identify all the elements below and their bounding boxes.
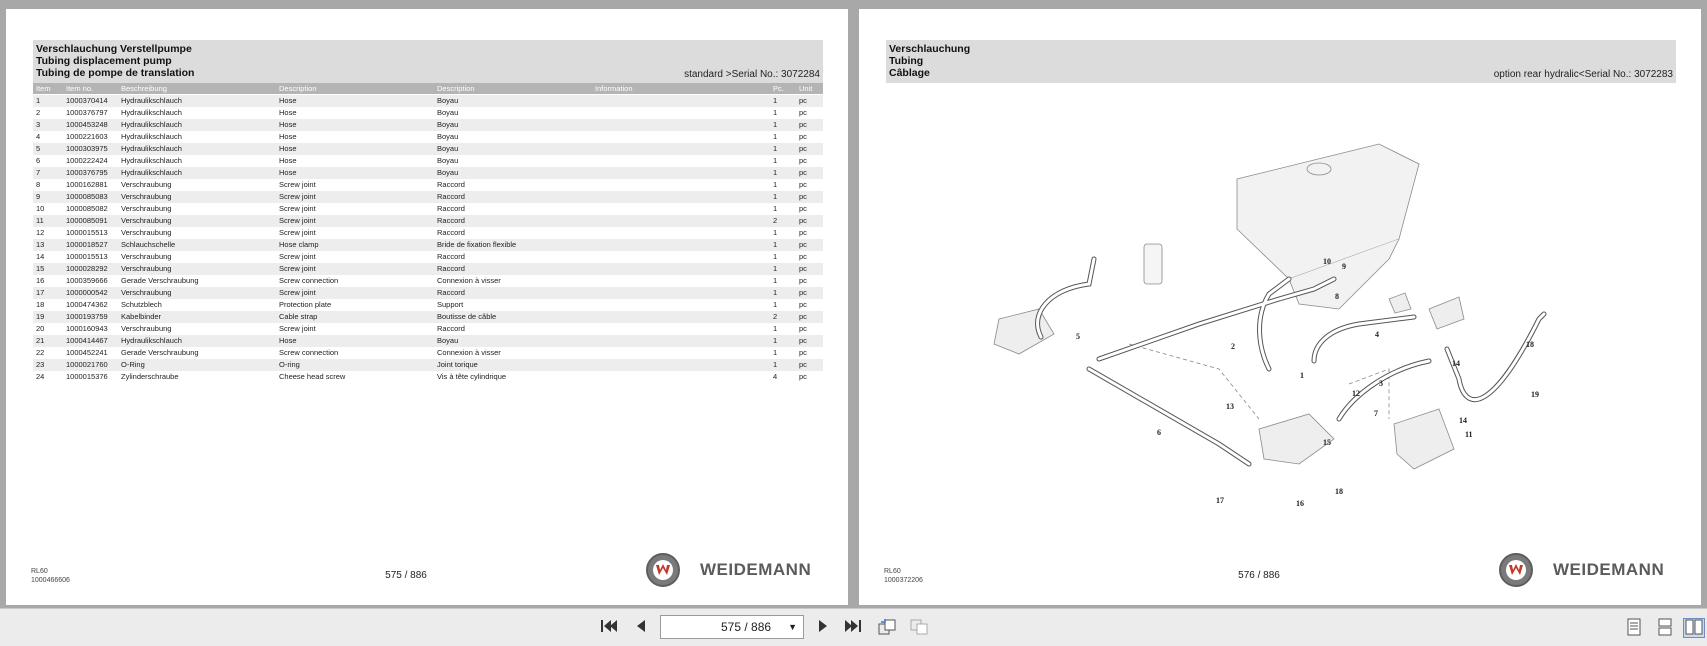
table-row xyxy=(33,299,823,311)
cell-item-no: 1000160943 xyxy=(66,324,108,333)
cell-beschreibung: Verschraubung xyxy=(121,204,172,213)
cell-description-fr: Raccord xyxy=(437,228,465,237)
cell-item-no: 1000474362 xyxy=(66,300,108,309)
cell-item: 15 xyxy=(36,264,45,273)
cell-description-fr: Boutisse de câble xyxy=(437,312,497,321)
cell-item-no: 1000000542 xyxy=(66,288,108,297)
footer-model xyxy=(884,567,923,585)
callout-4: 4 xyxy=(1375,330,1379,339)
cell-pc: 1 xyxy=(773,336,778,345)
table-row xyxy=(33,155,823,167)
cell-item-no: 1000376795 xyxy=(66,168,108,177)
cell-item: 16 xyxy=(36,276,45,285)
brand-name: WEIDEMANN xyxy=(1553,560,1665,579)
cell-beschreibung: Verschraubung xyxy=(121,180,172,189)
cell-beschreibung: Hydraulikschlauch xyxy=(121,336,182,345)
cell-description-en: Hose xyxy=(279,144,297,153)
title-de: Verschlauchung xyxy=(889,43,971,55)
cell-description-fr: Boyau xyxy=(437,168,459,177)
cell-beschreibung: Hydraulikschlauch xyxy=(121,156,182,165)
cell-pc: 1 xyxy=(773,324,778,333)
cell-description-en: Screw joint xyxy=(279,228,316,237)
cell-pc: 1 xyxy=(773,192,778,201)
cell-description-fr: Boyau xyxy=(437,156,459,165)
serial-info: option rear hydralic<Serial No.: 3072283 xyxy=(1493,69,1673,80)
cell-description-en: Hose xyxy=(279,120,297,129)
cell-pc: 1 xyxy=(773,252,778,261)
cell-description-en: Screw joint xyxy=(279,252,316,261)
callout-14b: 14 xyxy=(1459,416,1467,425)
cell-item-no: 1000015513 xyxy=(66,252,108,261)
doc-number: 1000372206 xyxy=(884,577,923,584)
cell-item-no: 1000085082 xyxy=(66,204,108,213)
cell-beschreibung: Hydraulikschlauch xyxy=(121,96,182,105)
table-row xyxy=(33,203,823,215)
cell-item: 23 xyxy=(36,360,45,369)
cell-unit: pc xyxy=(799,312,807,321)
callout-7: 7 xyxy=(1374,409,1378,418)
copy-icon[interactable] xyxy=(908,618,930,638)
cell-unit: pc xyxy=(799,132,807,141)
table-row xyxy=(33,119,823,131)
cell-description-en: Hose clamp xyxy=(279,240,319,249)
callout-16: 16 xyxy=(1296,499,1304,508)
cell-item: 19 xyxy=(36,312,45,321)
callout-19: 19 xyxy=(1531,390,1539,399)
cell-pc: 1 xyxy=(773,348,778,357)
cell-description-en: Screw joint xyxy=(279,192,316,201)
cell-unit: pc xyxy=(799,216,807,225)
cell-item: 3 xyxy=(36,120,41,129)
title-en: Tubing xyxy=(889,55,924,67)
cell-description-en: Cable strap xyxy=(279,312,318,321)
table-row xyxy=(33,263,823,275)
viewer-toolbar xyxy=(0,608,1707,646)
cell-beschreibung: Verschraubung xyxy=(121,228,172,237)
callout-2: 2 xyxy=(1231,342,1235,351)
cell-description-fr: Connexion à visser xyxy=(437,276,501,285)
chevron-down-icon[interactable]: ▼ xyxy=(788,622,797,632)
cell-pc: 1 xyxy=(773,108,778,117)
cell-pc: 1 xyxy=(773,264,778,273)
cell-beschreibung: Verschraubung xyxy=(121,264,172,273)
cell-description-en: Screw connection xyxy=(279,276,339,285)
cell-item: 22 xyxy=(36,348,45,357)
callout-14: 14 xyxy=(1452,359,1460,368)
cell-item: 17 xyxy=(36,288,45,297)
col-information: Information xyxy=(595,84,633,93)
continuous-view-icon[interactable] xyxy=(1654,618,1676,638)
cell-pc: 1 xyxy=(773,132,778,141)
callout-18b: 18 xyxy=(1335,487,1343,496)
cell-unit: pc xyxy=(799,96,807,105)
cell-pc: 1 xyxy=(773,96,778,105)
cell-description-fr: Raccord xyxy=(437,264,465,273)
cell-description-fr: Boyau xyxy=(437,108,459,117)
cell-beschreibung: Verschraubung xyxy=(121,288,172,297)
cell-pc: 1 xyxy=(773,240,778,249)
page-number: 576 / 886 xyxy=(1238,570,1280,581)
cell-unit: pc xyxy=(799,108,807,117)
cell-description-fr: Raccord xyxy=(437,216,465,225)
callout-6: 6 xyxy=(1157,428,1161,437)
cell-item: 21 xyxy=(36,336,45,345)
cell-description-en: Screw joint xyxy=(279,216,316,225)
cell-unit: pc xyxy=(799,264,807,273)
callout-12: 12 xyxy=(1352,389,1360,398)
title-en: Tubing displacement pump xyxy=(36,55,172,67)
table-row xyxy=(33,287,823,299)
cell-unit: pc xyxy=(799,300,807,309)
cell-item-no: 1000015376 xyxy=(66,372,108,381)
cell-description-fr: Bride de fixation flexible xyxy=(437,240,517,249)
table-row xyxy=(33,191,823,203)
cell-item: 11 xyxy=(36,216,44,225)
cell-item: 12 xyxy=(36,228,45,237)
cell-description-en: Protection plate xyxy=(279,300,332,309)
cell-beschreibung: O-Ring xyxy=(121,360,145,369)
cell-item: 2 xyxy=(36,108,41,117)
cell-item-no: 1000015513 xyxy=(66,228,108,237)
cell-beschreibung: Hydraulikschlauch xyxy=(121,168,182,177)
cell-item: 13 xyxy=(36,240,45,249)
title-fr: Câblage xyxy=(889,67,930,79)
callout-3: 3 xyxy=(1379,379,1383,388)
cell-description-fr: Joint torique xyxy=(437,360,478,369)
prev-page-icon[interactable] xyxy=(630,618,652,638)
table-row xyxy=(33,359,823,371)
cell-unit: pc xyxy=(799,252,807,261)
callout-9: 9 xyxy=(1342,262,1346,271)
weidemann-logo-icon xyxy=(646,553,680,587)
cell-item-no: 1000359666 xyxy=(66,276,108,285)
callout-8: 8 xyxy=(1335,292,1339,301)
cell-description-fr: Boyau xyxy=(437,120,459,129)
table-row xyxy=(33,131,823,143)
cell-beschreibung: Verschraubung xyxy=(121,324,172,333)
table-row xyxy=(33,335,823,347)
cell-unit: pc xyxy=(799,156,807,165)
cell-description-fr: Connexion à visser xyxy=(437,348,501,357)
cell-unit: pc xyxy=(799,276,807,285)
cell-unit: pc xyxy=(799,180,807,189)
cell-item-no: 1000085091 xyxy=(66,216,108,225)
left-page xyxy=(6,9,848,605)
cell-item-no: 1000162881 xyxy=(66,180,108,189)
cell-item: 14 xyxy=(36,252,45,261)
cell-description-en: Hose xyxy=(279,108,297,117)
table-row xyxy=(33,107,823,119)
cell-description-en: Screw joint xyxy=(279,204,316,213)
cell-beschreibung: Hydraulikschlauch xyxy=(121,108,182,117)
table-row xyxy=(33,323,823,335)
cell-pc: 1 xyxy=(773,120,778,129)
cell-description-en: Hose xyxy=(279,96,297,105)
cell-unit: pc xyxy=(799,360,807,369)
cell-beschreibung: Verschraubung xyxy=(121,216,172,225)
right-page-header xyxy=(886,40,1676,83)
cell-item: 18 xyxy=(36,300,45,309)
cell-unit: pc xyxy=(799,228,807,237)
cell-beschreibung: Verschraubung xyxy=(121,192,172,201)
cell-pc: 1 xyxy=(773,360,778,369)
model-name: RL60 xyxy=(884,568,901,575)
title-de: Verschlauchung Verstellpumpe xyxy=(36,43,192,55)
cell-pc: 2 xyxy=(773,312,778,321)
brand-name: WEIDEMANN xyxy=(700,560,812,579)
cell-unit: pc xyxy=(799,168,807,177)
cell-pc: 1 xyxy=(773,300,778,309)
cell-description-fr: Raccord xyxy=(437,324,465,333)
table-row xyxy=(33,143,823,155)
cell-beschreibung: Kabelbinder xyxy=(121,312,162,321)
cell-item-no: 1000453248 xyxy=(66,120,108,129)
single-page-view-icon[interactable] xyxy=(1623,618,1645,638)
table-row xyxy=(33,347,823,359)
callout-13: 13 xyxy=(1226,402,1234,411)
two-page-view-icon[interactable] xyxy=(1683,618,1705,638)
callout-11: 11 xyxy=(1465,430,1473,439)
table-row xyxy=(33,239,823,251)
cell-pc: 1 xyxy=(773,276,778,285)
cell-item: 8 xyxy=(36,180,41,189)
cell-pc: 4 xyxy=(773,372,778,381)
cell-item: 4 xyxy=(36,132,41,141)
serial-info: standard >Serial No.: 3072284 xyxy=(684,69,820,80)
cell-beschreibung: Hydraulikschlauch xyxy=(121,144,182,153)
cell-description-en: Cheese head screw xyxy=(279,372,346,381)
page-number-input[interactable] xyxy=(660,615,804,639)
cell-unit: pc xyxy=(799,348,807,357)
cell-unit: pc xyxy=(799,372,807,381)
cell-description-fr: Raccord xyxy=(437,204,465,213)
cell-unit: pc xyxy=(799,204,807,213)
cell-item-no: 1000376797 xyxy=(66,108,108,117)
col-item-no: Item no. xyxy=(66,84,94,93)
cell-item: 7 xyxy=(36,168,41,177)
col-description-fr: Description xyxy=(437,84,475,93)
callout-1: 1 xyxy=(1300,371,1304,380)
cell-description-en: Screw joint xyxy=(279,288,316,297)
cell-beschreibung: Verschraubung xyxy=(121,252,172,261)
cell-description-fr: Boyau xyxy=(437,132,459,141)
cell-description-fr: Boyau xyxy=(437,336,459,345)
cell-unit: pc xyxy=(799,324,807,333)
next-page-icon[interactable] xyxy=(812,618,834,638)
cell-description-en: Hose xyxy=(279,156,297,165)
doc-number: 1000466606 xyxy=(31,577,70,584)
col-unit: Unit xyxy=(799,84,813,93)
first-page-icon[interactable] xyxy=(598,618,620,638)
callout-5: 5 xyxy=(1076,332,1080,341)
cell-item: 6 xyxy=(36,156,41,165)
cell-description-fr: Boyau xyxy=(437,96,459,105)
cell-description-en: Screw connection xyxy=(279,348,339,357)
cell-pc: 2 xyxy=(773,216,778,225)
cell-pc: 1 xyxy=(773,288,778,297)
col-item: Item xyxy=(36,84,51,93)
cell-description-en: Hose xyxy=(279,132,297,141)
cell-pc: 1 xyxy=(773,144,778,153)
cell-beschreibung: Hydraulikschlauch xyxy=(121,120,182,129)
title-fr: Tubing de pompe de translation xyxy=(36,67,195,79)
callout-10: 10 xyxy=(1323,257,1331,266)
table-row xyxy=(33,251,823,263)
cell-pc: 1 xyxy=(773,156,778,165)
parts-table-header xyxy=(33,83,823,94)
table-row xyxy=(33,167,823,179)
page-number: 575 / 886 xyxy=(385,570,427,581)
page-number-value: 575 / 886 xyxy=(721,620,772,634)
cell-description-fr: Raccord xyxy=(437,252,465,261)
cell-beschreibung: Schlauchschelle xyxy=(121,240,176,249)
cell-beschreibung: Hydraulikschlauch xyxy=(121,132,182,141)
cell-description-fr: Support xyxy=(437,300,464,309)
cell-description-fr: Vis à tête cylindrique xyxy=(437,372,507,381)
cell-unit: pc xyxy=(799,288,807,297)
cell-item: 1 xyxy=(36,96,41,105)
weidemann-logo-icon xyxy=(1499,553,1533,587)
cell-item: 10 xyxy=(36,204,45,213)
table-row xyxy=(33,215,823,227)
cell-description-en: O-ring xyxy=(279,360,300,369)
cell-beschreibung: Gerade Verschraubung xyxy=(121,348,199,357)
cell-unit: pc xyxy=(799,240,807,249)
cell-description-fr: Raccord xyxy=(437,192,465,201)
cell-item: 20 xyxy=(36,324,45,333)
rotate-icon[interactable] xyxy=(876,618,898,638)
cell-description-en: Hose xyxy=(279,168,297,177)
cell-item-no: 1000414467 xyxy=(66,336,108,345)
callout-15: 15 xyxy=(1323,438,1331,447)
cell-item-no: 1000221603 xyxy=(66,132,108,141)
cell-item-no: 1000370414 xyxy=(66,96,108,105)
cell-description-fr: Boyau xyxy=(437,144,459,153)
cell-item-no: 1000193759 xyxy=(66,312,108,321)
cell-description-en: Screw joint xyxy=(279,324,316,333)
cell-item-no: 1000085083 xyxy=(66,192,108,201)
cell-description-fr: Raccord xyxy=(437,180,465,189)
right-page xyxy=(859,9,1701,605)
tubing-diagram xyxy=(959,119,1559,519)
col-beschreibung: Beschreibung xyxy=(121,84,167,93)
cell-item-no: 1000018527 xyxy=(66,240,108,249)
col-description-en: Description xyxy=(279,84,317,93)
cell-description-fr: Raccord xyxy=(437,288,465,297)
table-row xyxy=(33,371,823,383)
cell-item: 5 xyxy=(36,144,41,153)
cell-item: 24 xyxy=(36,372,45,381)
model-name: RL60 xyxy=(31,568,48,575)
cell-description-en: Hose xyxy=(279,336,297,345)
cell-item-no: 1000452241 xyxy=(66,348,108,357)
cell-beschreibung: Gerade Verschraubung xyxy=(121,276,199,285)
cell-item-no: 1000021760 xyxy=(66,360,108,369)
cell-unit: pc xyxy=(799,120,807,129)
cell-pc: 1 xyxy=(773,204,778,213)
col-pc: Pc. xyxy=(773,84,784,93)
table-row xyxy=(33,95,823,107)
table-row xyxy=(33,275,823,287)
table-row xyxy=(33,227,823,239)
cell-beschreibung: Schutzblech xyxy=(121,300,162,309)
cell-pc: 1 xyxy=(773,228,778,237)
cell-unit: pc xyxy=(799,336,807,345)
table-row xyxy=(33,179,823,191)
cell-description-en: Screw joint xyxy=(279,264,316,273)
footer-model xyxy=(31,567,70,585)
cell-item: 9 xyxy=(36,192,41,201)
cell-description-en: Screw joint xyxy=(279,180,316,189)
callout-17: 17 xyxy=(1216,496,1224,505)
cell-unit: pc xyxy=(799,144,807,153)
callout-18: 18 xyxy=(1526,340,1534,349)
cell-beschreibung: Zylinderschraube xyxy=(121,372,179,381)
cell-item-no: 1000222424 xyxy=(66,156,108,165)
cell-item-no: 1000028292 xyxy=(66,264,108,273)
table-row xyxy=(33,311,823,323)
cell-unit: pc xyxy=(799,192,807,201)
cell-pc: 1 xyxy=(773,180,778,189)
left-page-header xyxy=(33,40,823,83)
cell-item-no: 1000303975 xyxy=(66,144,108,153)
cell-pc: 1 xyxy=(773,168,778,177)
last-page-icon[interactable] xyxy=(842,618,864,638)
